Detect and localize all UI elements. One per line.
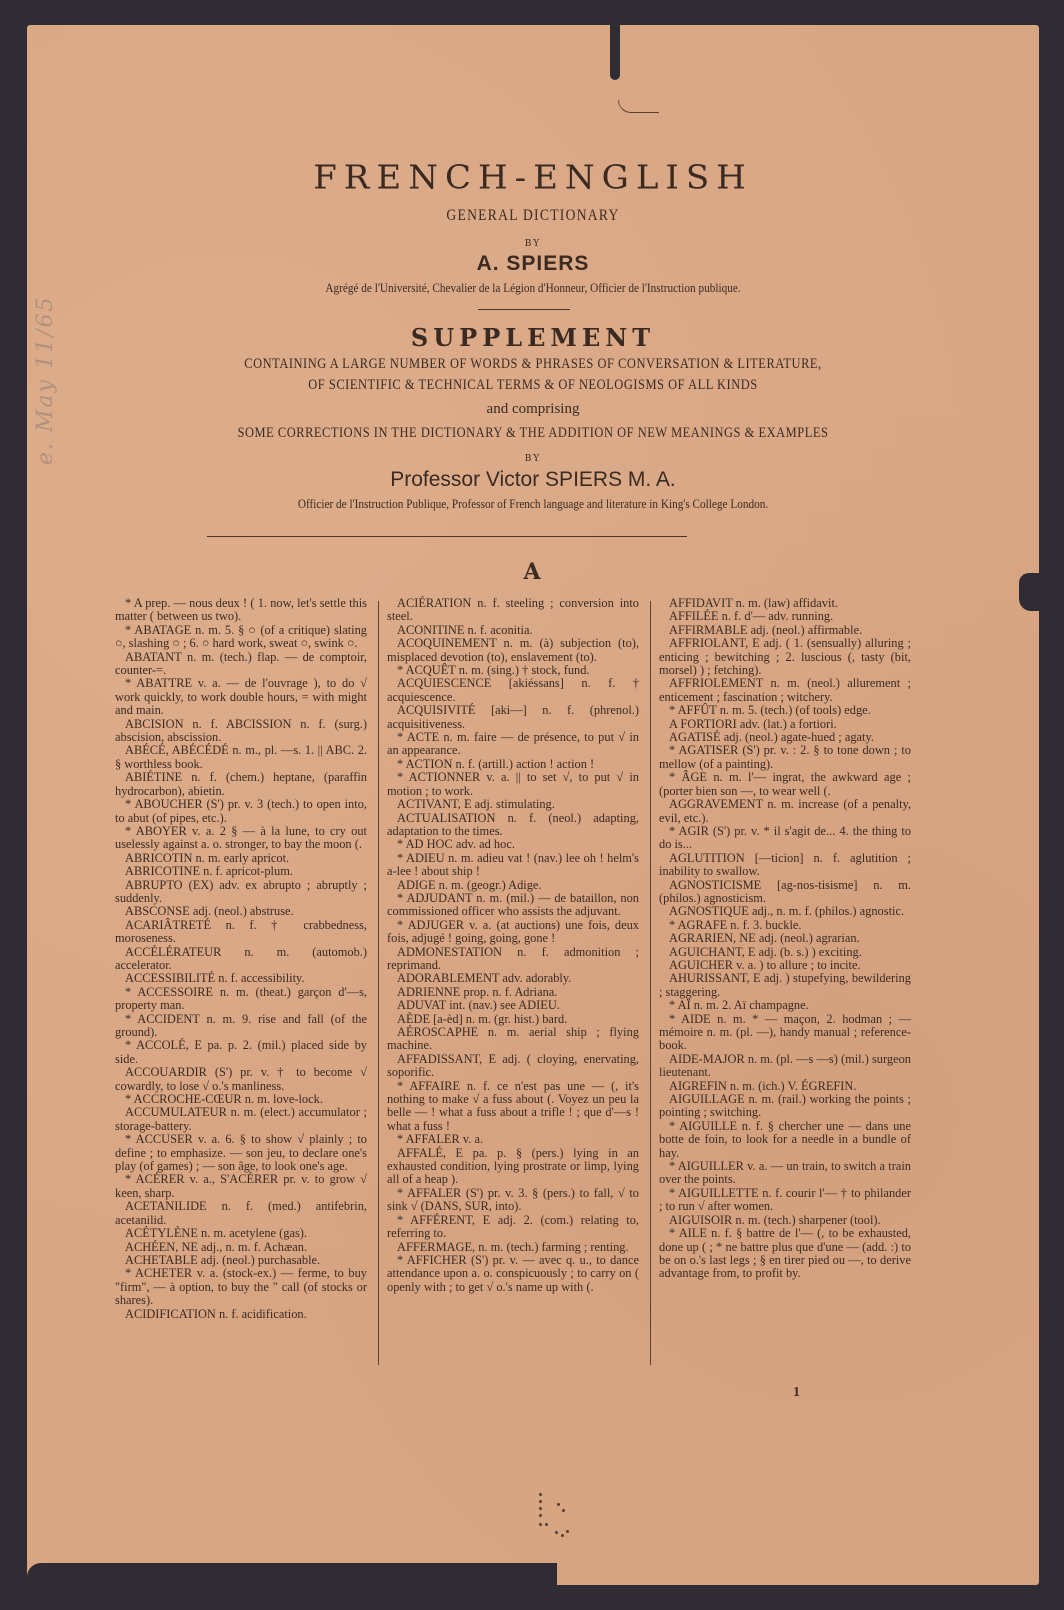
by-label-2: BY [524, 454, 542, 464]
dictionary-entry: AFFALÉ, E pa. p. § (pers.) lying in an exhausted condition, lying prostrate or limp, lying all of a heap ). [387, 1145, 639, 1187]
paper-crease [618, 100, 659, 113]
dictionary-entry: AFFERMAGE, n. m. (tech.) farming ; renting. [397, 1239, 629, 1254]
dictionary-entry: * AFFICHER (S') pr. v. — avec q. u., to dance attendance upon a. o. conspicuously ; to carry on ( openly with ; to get √ o.'s name up with (. [387, 1252, 639, 1294]
dictionary-entry: AGGRAVEMENT n. m. increase (of a penalty, evil, etc.). [659, 797, 911, 825]
dictionary-entry: ADMONESTATION n. f. admonition ; reprimand. [387, 944, 639, 972]
dictionary-entry: * AGIR (S') pr. v. * il s'agit de... 4. the thing to do is... [659, 823, 911, 852]
dictionary-entry: * ABATAGE n. m. 5. § ○ (of a critique) slating ○, slashing ○ ; 6. ○ hard work, sweat ○, swink ○. [115, 622, 367, 651]
dictionary-entry: AFFIDAVIT n. m. (law) affidavit. [669, 596, 838, 610]
column-2 [387, 597, 639, 1294]
dictionary-entry: * A prep. — nous deux ! ( 1. now, let's settle this matter ( between us two). [115, 596, 367, 624]
dictionary-entry: AHURISSANT, E adj. ) stupefying, bewildering ; staggering. [659, 971, 911, 999]
dictionary-entry: * ACHETER v. a. (stock-ex.) — ferme, to buy "firm", — à option, to buy the " call (of stocks or shares). [115, 1266, 367, 1308]
dictionary-entry: * ACTIONNER v. a. || to set √, to put √ in motion ; to work. [387, 770, 639, 798]
dictionary-entry: ABRUPTO (EX) adv. ex abrupto ; abruptly ; suddenly. [115, 877, 367, 905]
paper-tear [610, 25, 620, 80]
dictionary-entry: A FORTIORI adv. (lat.) a fortiori. [669, 716, 837, 731]
dictionary-entry: ABRICOTIN n. m. early apricot. [125, 850, 290, 865]
dictionary-entry: * AD HOC adv. ad hoc. [397, 837, 515, 852]
dictionary-entry: * ADJUDANT n. m. (mil.) — de bataillon, non commissioned officer who assists the adjuvant. [387, 890, 639, 919]
dictionary-entry: ACCÉLÉRATEUR n. m. (automob.) accelerator. [115, 944, 367, 972]
dictionary-entry: * AFFÉRENT, E adj. 2. (com.) relating to, referring to. [387, 1212, 639, 1241]
dictionary-entry: * ACTE n. m. faire — de présence, to put √ in an appearance. [387, 730, 639, 758]
dictionary-entry: ACONITINE n. f. aconitia. [397, 622, 533, 637]
pencil-annotation: e. May 11/65 [33, 295, 58, 465]
paper-torn-corner [27, 1563, 557, 1585]
supplement-heading: SUPPLEMENT [410, 323, 656, 352]
document-subtitle: GENERAL DICTIONARY [446, 207, 620, 224]
dictionary-entry: ACCESSIBILITÉ n. f. accessibility. [125, 971, 305, 986]
editor-credentials: Officier de l'Instruction Publique, Professor of French language and literature in King's College London. [297, 497, 769, 511]
dictionary-entry: * ADJUGER v. a. (at auctions) une fois, deux fois, adjugé ! going, going, gone ! [387, 917, 639, 946]
dictionary-entry: ACOQUINEMENT n. m. (à) subjection (to), misplaced devotion (to), enslavement (to). [387, 636, 639, 664]
dictionary-entry: ABÉCÉ, ABÉCÉDÉ n. m., pl. —s. 1. || ABC. 2. § worthless book. [115, 743, 367, 771]
column-3 [659, 597, 911, 1281]
dictionary-entry: ACARIÂTRETÉ n. f. † crabbedness, moroseness. [115, 917, 367, 946]
dictionary-entry: ABRICOTINE n. f. apricot-plum. [125, 864, 293, 879]
dictionary-entry: ACTIVANT, E adj. stimulating. [397, 797, 555, 812]
dictionary-entry: * AFFAIRE n. f. ce n'est pas une — (, it's nothing to make √ a fuss about (. Voyez un peu la belle — ! what a fuss about a trifle ! ; que d'—s ! what a fuss ! [387, 1078, 639, 1133]
dictionary-entry: * AIGUILLETTE n. f. courir l'— † to philander ; to run √ after women. [659, 1185, 911, 1214]
dictionary-entry: ACÉTYLÈNE n. m. acetylene (gas). [125, 1226, 308, 1241]
dictionary-entry: AGATISÉ adj. (neol.) agate-hued ; agaty. [669, 730, 874, 745]
dictionary-entry: ADUVAT int. (nav.) see ADIEU. [397, 998, 560, 1013]
dictionary-entry: AFFILÉE n. f. d'— adv. running. [669, 609, 834, 624]
dictionary-entry: ACCUMULATEUR n. m. (elect.) accumulator ; storage-battery. [115, 1105, 367, 1133]
dictionary-entry: ABATANT n. m. (tech.) flap. — de comptoir, counter-=. [115, 649, 367, 678]
dictionary-entry: AÉROSCAPHE n. m. aerial ship ; flying machine. [387, 1025, 639, 1053]
dictionary-entry: AGNOSTICISME [ag-nos-tisisme] n. m. (philos.) agnosticism. [659, 877, 911, 905]
dictionary-entry: * ACQUÊT n. m. (sing.) † stock, fund. [397, 663, 590, 678]
dictionary-entry: * AIDE n. m. * — maçon, 2. hodman ; — mémoire n. m. (pl. —), handy manual ; reference-book. [659, 1011, 911, 1053]
dictionary-entry: ACCOUARDIR (S') pr. v. † to become √ cowardly, to lose √ o.'s manliness. [115, 1065, 367, 1093]
dictionary-entry: ACQUIESCENCE [akiéssans] n. f. † acquiescence. [387, 676, 639, 704]
dictionary-entry: AGLUTITION [—ticion] n. f. aglutition ; inability to swallow. [659, 850, 911, 879]
dictionary-entry: * AÏ n. m. 2. Aï champagne. [669, 998, 809, 1013]
divider [478, 309, 570, 310]
dictionary-entry: ACIÉRATION n. f. steeling ; conversion into steel. [387, 596, 639, 624]
dictionary-entry: AFFRIOLEMENT n. m. (neol.) allurement ; enticement ; fascination ; witchery. [659, 676, 911, 704]
dictionary-entry: * ACÉRER v. a., S'ACÉRER pr. v. to grow √ keen, sharp. [115, 1172, 367, 1200]
dictionary-entry: * ACCESSOIRE n. m. (theat.) garçon d'—s, property man. [115, 984, 367, 1013]
dictionary-entry: ACTUALISATION n. f. (neol.) adapting, adaptation to the times. [387, 810, 639, 838]
dictionary-entry: AFFIRMABLE adj. (neol.) affirmable. [669, 622, 863, 637]
dictionary-entry: * ÂGE n. m. l'— ingrat, the awkward age ; (porter bien son —, to wear well (. [659, 770, 911, 798]
dictionary-entry: * ABOUCHER (S') pr. v. 3 (tech.) to open into, to abut (of pipes, etc.). [115, 797, 367, 825]
by-label: BY [524, 239, 542, 249]
dictionary-columns [115, 597, 927, 1377]
dictionary-entry: AGRARIEN, NE adj. (neol.) agrarian. [669, 931, 860, 946]
dictionary-entry: AFFADISSANT, E adj. ( cloying, enervating, soporific. [387, 1051, 639, 1080]
section-letter: A [523, 559, 543, 585]
dictionary-entry: ACHÉEN, NE adj., n. m. f. Achæan. [125, 1239, 308, 1254]
dictionary-entry: * ACCOLÉ, E pa. p. 2. (mil.) placed side by side. [115, 1038, 367, 1066]
dictionary-entry: AIGREFIN n. m. (ich.) V. ÉGREFIN. [669, 1078, 857, 1093]
dictionary-entry: AGUICHER v. a. ) to allure ; to incite. [669, 957, 861, 972]
dictionary-entry: AIDE-MAJOR n. m. (pl. —s —s) (mil.) surgeon lieutenant. [659, 1051, 911, 1080]
dictionary-entry: * ACTION n. f. (artill.) action ! action ! [397, 756, 595, 771]
dictionary-entry: AÈDE [a-èd] n. m. (gr. hist.) bard. [397, 1011, 568, 1026]
corrections-line: SOME CORRECTIONS IN THE DICTIONARY & THE ADDITION OF NEW MEANINGS & EXAMPLES [237, 425, 829, 441]
dictionary-entry: ACQUISIVITÉ [aki—] n. f. (phrenol.) acquisitiveness. [387, 703, 639, 731]
dictionary-entry: ACETANILIDE n. f. (med.) antifebrin, acetanilid. [115, 1199, 367, 1227]
dictionary-entry: AFFRIOLANT, E adj. ( 1. (sensually) alluring ; enticing ; bewitching ; 2. luscious (, tasty (bit, morsel) ) ; fetching). [659, 636, 911, 678]
column-rule [650, 601, 651, 1365]
document-page [27, 25, 1039, 1585]
dictionary-entry: AIGUISOIR n. m. (tech.) sharpener (tool). [669, 1212, 881, 1227]
dictionary-entry: * AILE n. f. § battre de l'— (, to be exhausted, done up ( ; * ne battre plus que d'une — (add. :) to be on o.'s last legs ; § en tirer pied ou —, to derive advantage from, to profit by. [659, 1226, 911, 1281]
dictionary-entry: AGNOSTIQUE adj., n. m. f. (philos.) agnostic. [669, 904, 905, 919]
dictionary-entry: ACHETABLE adj. (neol.) purchasable. [125, 1252, 321, 1267]
comprising-label: and comprising [486, 401, 580, 417]
dictionary-entry: * ABATTRE v. a. — de l'ouvrage ), to do √ work quickly, to work double hours, = with might and main. [115, 676, 367, 718]
dictionary-entry: AIGUILLAGE n. m. (rail.) working the points ; pointing ; switching. [659, 1092, 911, 1120]
document-title: FRENCH-ENGLISH [313, 159, 753, 197]
dictionary-entry: * AFFALER (S') pr. v. 3. § (pers.) to fall, √ to sink √ (DANS, SUR, into). [387, 1185, 639, 1214]
dictionary-entry: * ACCUSER v. a. 6. § to show √ plainly ; to define ; to emphasize. — son jeu, to declare one's play (of games) ; — son âge, to look one's age. [115, 1132, 367, 1174]
dictionary-entry: * ABOYER v. a. 2 § — à la lune, to cry out uselessly against a. o. stronger, to bay the moon (. [115, 823, 367, 852]
dictionary-entry: ABIÉTINE n. f. (chem.) heptane, (paraffin hydrocarbon), abietin. [115, 770, 367, 798]
author-credentials: Agrégé de l'Université, Chevalier de la Légion d'Honneur, Officier de l'Instruction publique. [325, 281, 741, 295]
perforation-mark [539, 1493, 569, 1537]
editor-name: Professor Victor SPIERS M. A. [390, 468, 676, 491]
author-name: A. SPIERS [476, 252, 590, 275]
column-1 [115, 597, 367, 1321]
dictionary-entry: * AFFÛT n. m. 5. (tech.) (of tools) edge. [669, 703, 871, 718]
dictionary-entry: * ACCIDENT n. m. 9. rise and fall (of the ground). [115, 1011, 367, 1039]
page-number: 1 [793, 1385, 800, 1400]
dictionary-entry: ADRIENNE prop. n. f. Adriana. [397, 984, 558, 999]
dictionary-entry: * ADIEU n. m. adieu vat ! (nav.) lee oh ! helm's a-lee ! about ship ! [387, 850, 639, 879]
dictionary-entry: * AGRAFE n. f. 3. buckle. [669, 917, 802, 932]
dictionary-entry: ABSCONSE adj. (neol.) abstruse. [125, 904, 294, 919]
dictionary-entry: * AFFALER v. a. [397, 1132, 484, 1147]
divider [207, 536, 687, 537]
dictionary-entry: ADIGE n. m. (geogr.) Adige. [397, 877, 542, 892]
dictionary-entry: * AIGUILLE n. f. § chercher une — dans une botte de foin, to look for a needle in a bundle of hay. [659, 1118, 911, 1160]
dictionary-entry: * AGATISER (S') pr. v. : 2. § to tone down ; to mellow (of a painting). [659, 743, 911, 771]
supplement-line: OF SCIENTIFIC & TECHNICAL TERMS & OF NEOLOGISMS OF ALL KINDS [308, 377, 758, 393]
column-rule [378, 601, 379, 1365]
dictionary-entry: AGUICHANT, E adj. (b. s.) ) exciting. [669, 944, 862, 959]
dictionary-entry: ABCISION n. f. ABCISSION n. f. (surg.) abscision, abscission. [115, 716, 367, 745]
dictionary-entry: * ACCROCHE-CŒUR n. m. love-lock. [125, 1092, 323, 1107]
supplement-line: CONTAINING A LARGE NUMBER OF WORDS & PHRASES OF CONVERSATION & LITERATURE, [244, 356, 822, 372]
dictionary-entry: ADORABLEMENT adv. adorably. [397, 971, 572, 986]
dictionary-entry: * AIGUILLER v. a. — un train, to switch a train over the points. [659, 1159, 911, 1187]
dictionary-entry: ACIDIFICATION n. f. acidification. [125, 1306, 307, 1321]
